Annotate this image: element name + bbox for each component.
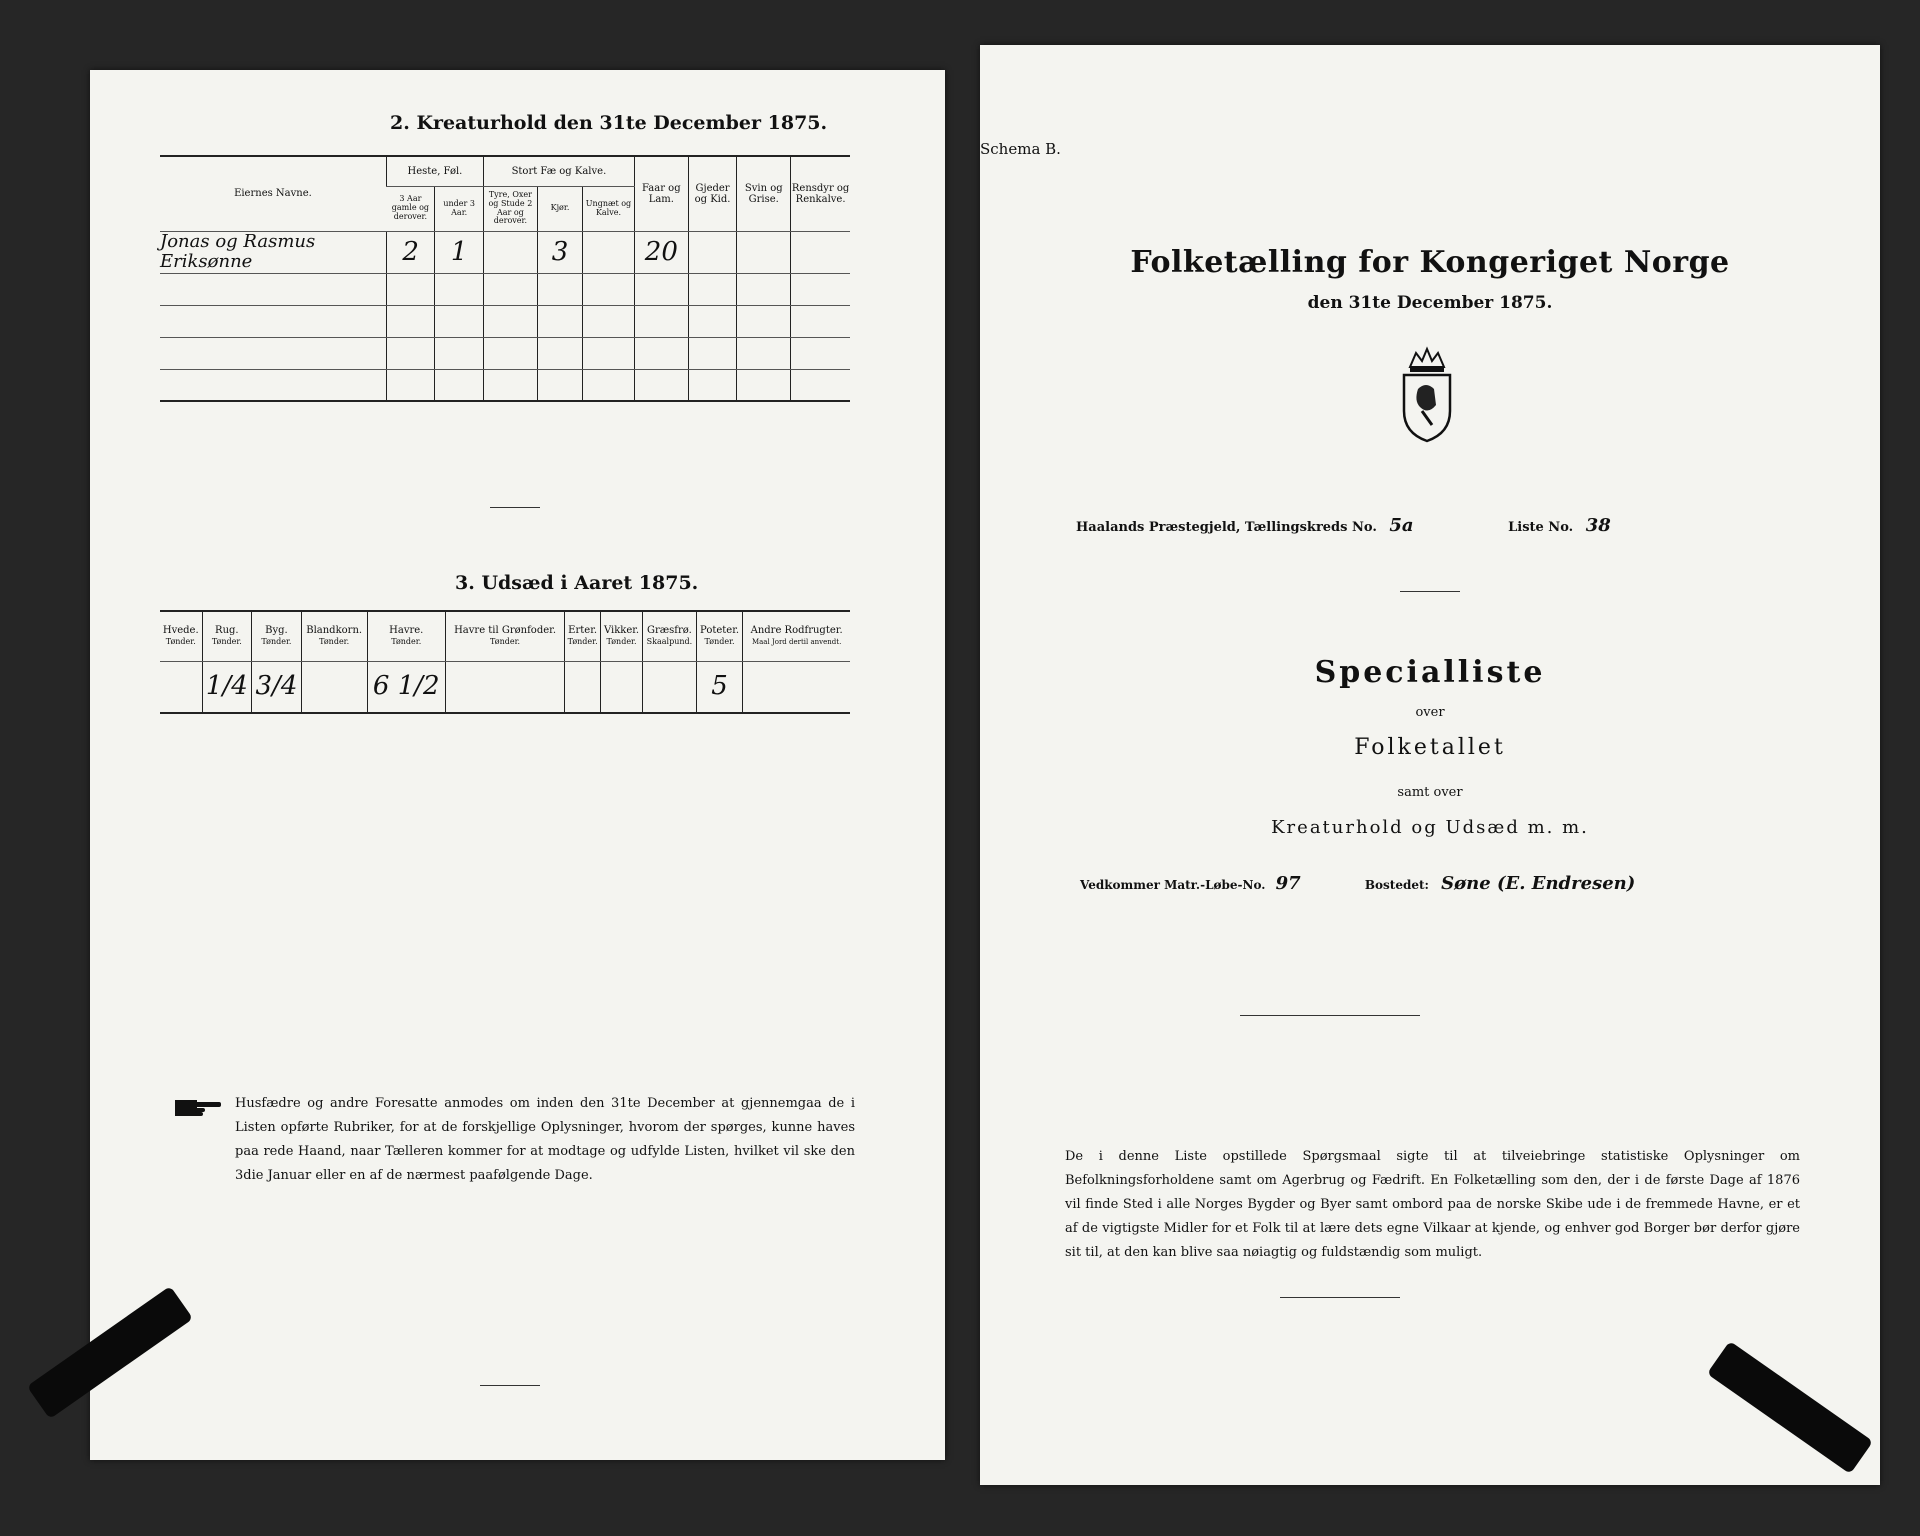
udsaed-header: Havre. Tønder. bbox=[367, 611, 445, 661]
udsaed-value bbox=[601, 661, 643, 713]
stort-b-header: Kjør. bbox=[537, 186, 582, 231]
district-line bbox=[1076, 515, 1611, 536]
table-row bbox=[160, 661, 850, 713]
udsaed-header: Rug. Tønder. bbox=[202, 611, 252, 661]
kreatur-title: 2. Kreaturhold den 31te December 1875. bbox=[390, 112, 828, 134]
faar-cell: 20 bbox=[634, 231, 688, 273]
udsaed-header: Hvede. Tønder. bbox=[160, 611, 202, 661]
udsaed-header: Græsfrø. Skaalpund. bbox=[642, 611, 696, 661]
udsaed-value bbox=[565, 661, 601, 713]
udsaed-value bbox=[301, 661, 367, 713]
kreatur-line: Kreaturhold og Udsæd m. m. bbox=[1271, 817, 1589, 838]
udsaed-value: 3/4 bbox=[252, 661, 302, 713]
udsaed-value bbox=[160, 661, 202, 713]
svin-header: Svin og Grise. bbox=[737, 156, 791, 231]
over-text: over bbox=[1415, 705, 1445, 720]
kreatur-table bbox=[160, 155, 850, 402]
heste-a-header: 3 Aar gamle og derover. bbox=[386, 186, 435, 231]
main-title: Folketælling for Kongeriget Norge bbox=[1130, 245, 1730, 280]
bosted-label: Bostedet: bbox=[1364, 878, 1429, 892]
table-row bbox=[160, 369, 850, 401]
udsaed-header: Poteter. Tønder. bbox=[696, 611, 742, 661]
right-page bbox=[980, 45, 1880, 1485]
samt-over-text: samt over bbox=[1397, 785, 1463, 800]
liste-no: 38 bbox=[1585, 515, 1611, 536]
district-label: Haalands Præstegjeld, Tællingskreds No. bbox=[1076, 520, 1377, 535]
table-row bbox=[160, 305, 850, 337]
udsaed-value bbox=[743, 661, 850, 713]
norway-coat-of-arms-icon bbox=[1398, 345, 1456, 443]
udsaed-header: Havre til Grønfoder. Tønder. bbox=[445, 611, 564, 661]
divider bbox=[1280, 1297, 1400, 1298]
divider bbox=[1400, 591, 1460, 592]
divider bbox=[490, 507, 540, 508]
stort-a-header: Tyre, Oxer og Stude 2 Aar og derover. bbox=[483, 186, 537, 231]
divider bbox=[480, 1385, 540, 1386]
udsaed-value: 6 1/2 bbox=[367, 661, 445, 713]
owner-cell: Jonas og Rasmus Eriksønne bbox=[160, 231, 386, 273]
udsaed-header: Byg. Tønder. bbox=[252, 611, 302, 661]
heste-a-cell: 2 bbox=[386, 231, 435, 273]
udsaed-header: Andre Rodfrugter. Maal Jord dertil anvendt. bbox=[743, 611, 850, 661]
udsaed-value bbox=[642, 661, 696, 713]
owner-header: Eiernes Navne. bbox=[160, 156, 386, 231]
table-row bbox=[160, 273, 850, 305]
udsaed-table bbox=[160, 610, 850, 714]
left-page bbox=[90, 70, 945, 1460]
udsaed-value: 5 bbox=[696, 661, 742, 713]
stort-a-cell bbox=[483, 231, 537, 273]
schema-label: Schema B. bbox=[980, 140, 1061, 158]
matr-line bbox=[1080, 873, 1635, 894]
udsaed-header: Erter. Tønder. bbox=[565, 611, 601, 661]
udsaed-title: 3. Udsæd i Aaret 1875. bbox=[455, 572, 699, 594]
table-row bbox=[160, 231, 850, 273]
specialliste-title: Specialliste bbox=[1314, 655, 1546, 690]
stort-c-header: Ungnæt og Kalve. bbox=[583, 186, 635, 231]
udsaed-header: Blandkorn. Tønder. bbox=[301, 611, 367, 661]
folketallet-title: Folketallet bbox=[1354, 735, 1506, 760]
faar-header: Faar og Lam. bbox=[634, 156, 688, 231]
rensdyr-header: Rensdyr og Renkalve. bbox=[791, 156, 850, 231]
heste-b-cell: 1 bbox=[435, 231, 484, 273]
stort-b-cell: 3 bbox=[537, 231, 582, 273]
rensdyr-cell bbox=[791, 231, 850, 273]
svin-cell bbox=[737, 231, 791, 273]
udsaed-value bbox=[445, 661, 564, 713]
date-line: den 31te December 1875. bbox=[1307, 293, 1553, 313]
gjeder-cell bbox=[688, 231, 737, 273]
stort-c-cell bbox=[583, 231, 635, 273]
matr-label: Vedkommer Matr.-Løbe-No. bbox=[1080, 878, 1266, 892]
pointing-hand-icon bbox=[175, 1096, 223, 1118]
divider bbox=[1240, 1015, 1420, 1016]
matr-no: 97 bbox=[1275, 873, 1301, 894]
heste-b-header: under 3 Aar. bbox=[435, 186, 484, 231]
liste-label: Liste No. bbox=[1508, 520, 1574, 535]
gjeder-header: Gjeder og Kid. bbox=[688, 156, 737, 231]
stort-group-header: Stort Fæ og Kalve. bbox=[483, 156, 634, 186]
heste-group-header: Heste, Føl. bbox=[386, 156, 483, 186]
bosted-value: Søne (E. Endresen) bbox=[1441, 873, 1636, 894]
district-no: 5a bbox=[1389, 515, 1414, 536]
udsaed-value: 1/4 bbox=[202, 661, 252, 713]
udsaed-header: Vikker. Tønder. bbox=[601, 611, 643, 661]
table-row bbox=[160, 337, 850, 369]
notice-text: Husfædre og andre Foresatte anmodes om inden den 31te December at gjennemgaa de i Listen opførte Rubriker, for at de forskjellige Oplysninger, hvorom der spørges, kunne haves paa rede Haand, naar Tælleren kommer for at modtage og udfylde Listen, hvilket vil ske den 3die Januar eller en af de nærmest paafølgende Dage. bbox=[235, 1096, 855, 1183]
intro-paragraph: De i denne Liste opstillede Spørgsmaal sigte til at tilveiebringe statistiske Oplysninger om Befolkningsforholdene samt om Agerbrug og Fædrift. En Folketælling som den, der i de første Dage af 1876 vil finde Sted i alle Norges Bygder og Byer samt ombord paa de norske Skibe ude i de fremmede Havne, er et af de vigtigste Midler for et Folk til at lære dets egne Vilkaar at kjende, og enhver god Borger bør derfor gjøre sit til, at den kan blive saa nøiagtig og fuldstændig som muligt. bbox=[1065, 1149, 1800, 1260]
